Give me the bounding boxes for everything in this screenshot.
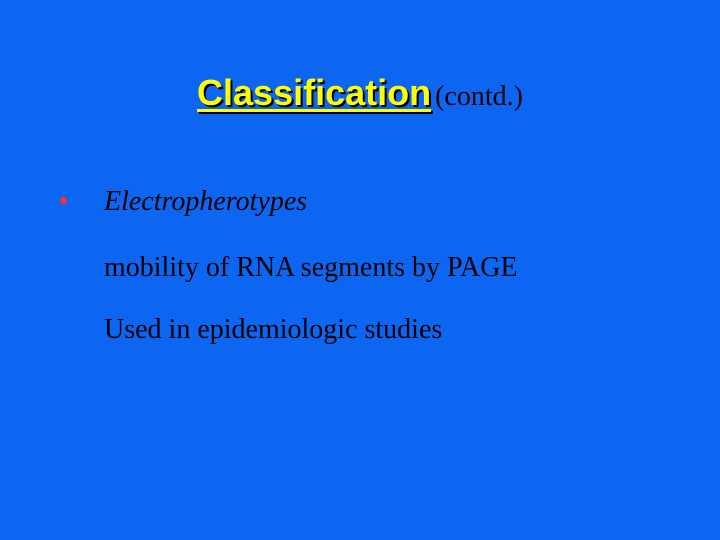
title-main: Classification <box>197 72 432 113</box>
title-sub: (contd.) <box>435 81 523 112</box>
body-line-2: Used in epidemiologic studies <box>104 314 443 345</box>
bullet-text: Electropherotypes <box>104 186 308 217</box>
body-line-1: mobility of RNA segments by PAGE <box>104 252 518 283</box>
slide-title <box>0 72 720 114</box>
bullet-dot-icon <box>60 197 67 204</box>
